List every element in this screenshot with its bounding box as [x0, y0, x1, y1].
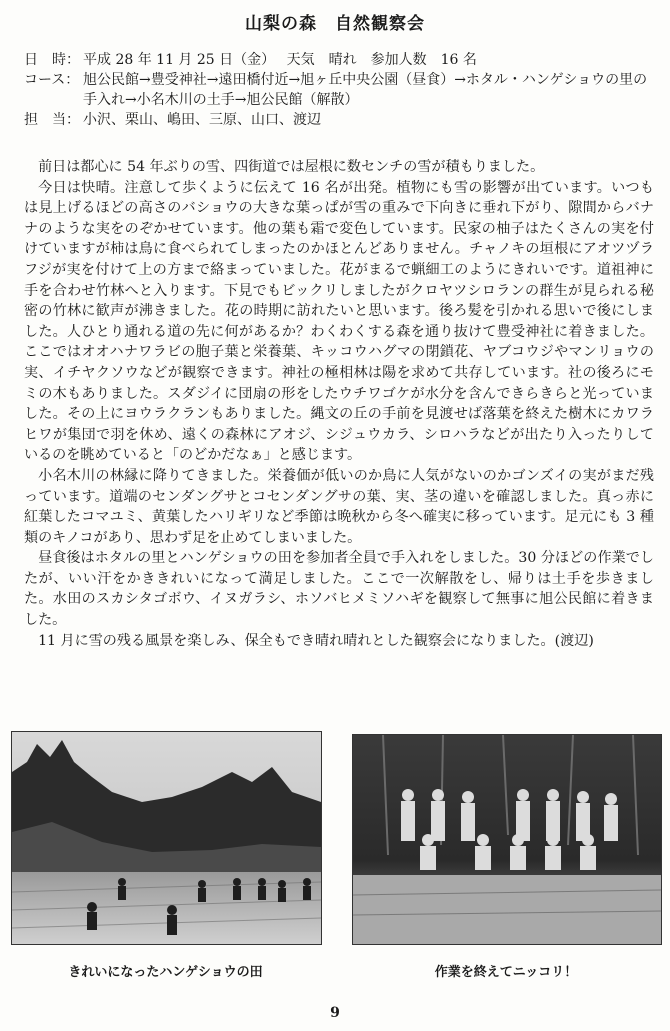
- date-label: 日 時：: [24, 52, 80, 68]
- right-photo-caption: 作業を終えてニッコリ！: [434, 965, 578, 980]
- staff-row: [24, 110, 654, 130]
- page-title: 山梨の森 自然観察会: [245, 14, 425, 34]
- date-row: [24, 50, 654, 70]
- left-photo-caption: きれいになったハンゲショウの田: [68, 965, 263, 980]
- paragraph: 前日は都心に 54 年ぶりの雪、四街道では屋根に数センチの雪が積もりました。: [38, 159, 545, 175]
- paragraph: 小名木川の林縁に降りてきました。栄養価が低いのか鳥に人気がないのかゴンズイの実がまだ残っています。道端のセンダングサとコセンダングサの葉、実、茎の違いを確認しました。真っ赤に紅葉したコマユミ、黄葉したハリギリなど季節は晩秋から冬へ確実に移っています。足元にも 3 種類のキノコがあり、思わず足を止めてしまいました。: [24, 467, 654, 546]
- article-body: [24, 157, 654, 651]
- staff-value: 小沢、栗山、嶋田、三原、山口、渡辺: [83, 112, 321, 128]
- page-number: 9: [330, 1005, 340, 1021]
- course-label: コース：: [24, 72, 80, 88]
- paragraph: 11 月に雪の残る風景を楽しみ、保全もでき晴れ晴れとした観察会になりました。(渡辺): [38, 632, 594, 649]
- staff-label: 担 当：: [24, 112, 80, 128]
- event-info: [24, 50, 654, 130]
- paragraph: 昼食後はホタルの里とハンゲショウの田を参加者全員で手入れをしました。30 分ほどの作業でしたが、いい汗をかききれいになって満足しました。ここで一次解散をし、帰りは土手を歩きました。水田のスカシタゴボウ、イヌガラシ、ホソバヒメミソハギを観察して無事に旭公民館に着きました。: [24, 550, 654, 629]
- group-photo: [352, 734, 662, 945]
- paragraph: 今日は快晴。注意して歩くように伝えて 16 名が出発。植物にも雪の影響が出ています。いつもは見上げるほどの高さのバショウの大きな葉っぱが雪の重みで下向きに垂れ下がり、隙間からバナナのような実をのぞかせています。他の葉も霜で変色しています。民家の柚子はたくさんの実を付けていますが柿は鳥に食べられてしまったのかほとんどありません。チャノキの垣根にアオツヅラフジが実を付けて上の方まで絡まっていました。花がまるで蝋細工のようにきれいです。道祖神に手を合わせ竹林へと入ります。下見でもビックリしましたがクロヤツシロランの群生が見られる秘密の竹林に歓声が沸きました。花の時期に訪れたいと思います。後ろ髪を引かれる思いで後にしました。人ひとり通れる道の先に何があるか？わくわくする森を通り抜けて豊受神社に着きました。ここではオオハナワラビの胞子葉と栄養葉、キッコウハグマの閉鎖花、ヤブコウジやマンリョウの実、イチヤクソウなどが観察できます。神社の極相林は陽を求めて共存しています。社の後ろにモミの木もありました。スダジイに団扇の形をしたウチワゴケが水分を含んできらきらと光っていました。その上にヨウラクランもありました。縄文の丘の手前を見渡せば落葉を終えた樹木にカワラヒワが集団で羽を休め、遠くの森林にアオジ、シジュウカラ、シロハラなどが出たり入ったりしているのを眺めていると「のどかだなぁ」と感じます。: [24, 179, 654, 464]
- course-value: 旭公民館→豊受神社→遠田橋付近→旭ヶ丘中央公園（昼食）→ホタル・ハンゲショウの里の手入れ→小名木川の土手→旭公民館（解散）: [83, 72, 648, 108]
- field-photo: [11, 731, 322, 945]
- course-row: [24, 70, 654, 110]
- date-value: 平成 28 年 11 月 25 日（金） 天気 晴れ 参加人数 16 名: [83, 52, 477, 68]
